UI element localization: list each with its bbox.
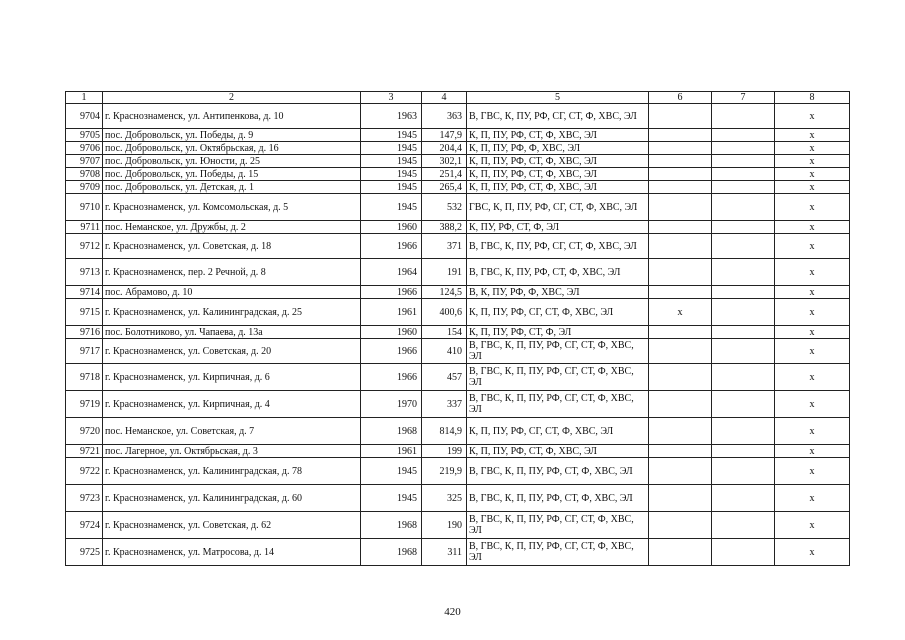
year-cell: 1968 — [361, 418, 422, 445]
col8-cell: x — [775, 364, 850, 391]
col7-cell — [712, 485, 775, 512]
col8-cell: x — [775, 104, 850, 129]
row-number: 9708 — [66, 168, 103, 181]
col6-cell — [649, 326, 712, 339]
row-number: 9713 — [66, 259, 103, 286]
row-number: 9707 — [66, 155, 103, 168]
row-number: 9712 — [66, 234, 103, 259]
col-header-4: 4 — [422, 92, 467, 104]
row-number: 9705 — [66, 129, 103, 142]
elements-cell: В, К, ПУ, РФ, Ф, ХВС, ЭЛ — [467, 286, 649, 299]
col6-cell — [649, 129, 712, 142]
year-cell: 1963 — [361, 104, 422, 129]
elements-cell: ГВС, К, П, ПУ, РФ, СГ, СТ, Ф, ХВС, ЭЛ — [467, 194, 649, 221]
year-cell: 1966 — [361, 234, 422, 259]
area-cell: 388,2 — [422, 221, 467, 234]
col8-cell: x — [775, 286, 850, 299]
address-cell: пос. Абрамово, д. 10 — [103, 286, 361, 299]
year-cell: 1966 — [361, 364, 422, 391]
year-cell: 1964 — [361, 259, 422, 286]
row-number: 9715 — [66, 299, 103, 326]
address-cell: г. Краснознаменск, ул. Калининградская, д. 60 — [103, 485, 361, 512]
row-number: 9714 — [66, 286, 103, 299]
area-cell: 457 — [422, 364, 467, 391]
table-row — [66, 259, 850, 286]
year-cell: 1961 — [361, 299, 422, 326]
address-cell: г. Краснознаменск, ул. Матросова, д. 14 — [103, 539, 361, 566]
address-cell: г. Краснознаменск, ул. Советская, д. 62 — [103, 512, 361, 539]
col7-cell — [712, 259, 775, 286]
table-row — [66, 364, 850, 391]
registry-table — [65, 91, 850, 566]
address-cell: пос. Болотниково, ул. Чапаева, д. 13а — [103, 326, 361, 339]
col6-cell — [649, 418, 712, 445]
col7-cell — [712, 234, 775, 259]
table-row — [66, 445, 850, 458]
col7-cell — [712, 339, 775, 364]
table-row — [66, 512, 850, 539]
row-number: 9721 — [66, 445, 103, 458]
year-cell: 1970 — [361, 391, 422, 418]
col-header-6: 6 — [649, 92, 712, 104]
col7-cell — [712, 512, 775, 539]
col6-cell — [649, 391, 712, 418]
col8-cell: x — [775, 445, 850, 458]
elements-cell: В, ГВС, К, П, ПУ, РФ, СТ, Ф, ХВС, ЭЛ — [467, 458, 649, 485]
row-number: 9711 — [66, 221, 103, 234]
row-number: 9709 — [66, 181, 103, 194]
elements-cell: В, ГВС, К, П, ПУ, РФ, СГ, СТ, Ф, ХВС, ЭЛ — [467, 512, 649, 539]
address-cell: г. Краснознаменск, ул. Кирпичная, д. 4 — [103, 391, 361, 418]
table-row — [66, 181, 850, 194]
col7-cell — [712, 129, 775, 142]
area-cell: 251,4 — [422, 168, 467, 181]
table-row — [66, 539, 850, 566]
col7-cell — [712, 104, 775, 129]
year-cell: 1945 — [361, 485, 422, 512]
col7-cell — [712, 142, 775, 155]
col7-cell — [712, 299, 775, 326]
address-cell: г. Краснознаменск, ул. Калининградская, д. 78 — [103, 458, 361, 485]
col6-cell — [649, 485, 712, 512]
address-cell: пос. Неманское, ул. Дружбы, д. 2 — [103, 221, 361, 234]
row-number: 9716 — [66, 326, 103, 339]
table-row — [66, 168, 850, 181]
table-row — [66, 299, 850, 326]
col-header-1: 1 — [66, 92, 103, 104]
elements-cell: В, ГВС, К, ПУ, РФ, СГ, СТ, Ф, ХВС, ЭЛ — [467, 234, 649, 259]
col7-cell — [712, 391, 775, 418]
elements-cell: К, ПУ, РФ, СТ, Ф, ЭЛ — [467, 221, 649, 234]
col6-cell — [649, 181, 712, 194]
col8-cell: x — [775, 299, 850, 326]
col6-cell: x — [649, 299, 712, 326]
table-row — [66, 485, 850, 512]
col7-cell — [712, 286, 775, 299]
col8-cell: x — [775, 221, 850, 234]
elements-cell: В, ГВС, К, П, ПУ, РФ, СГ, СТ, Ф, ХВС, ЭЛ — [467, 339, 649, 364]
table-row — [66, 142, 850, 155]
area-cell: 814,9 — [422, 418, 467, 445]
address-cell: пос. Добровольск, ул. Детская, д. 1 — [103, 181, 361, 194]
table-row — [66, 458, 850, 485]
elements-cell: К, П, ПУ, РФ, Ф, ХВС, ЭЛ — [467, 142, 649, 155]
col8-cell: x — [775, 326, 850, 339]
table-row — [66, 234, 850, 259]
year-cell: 1968 — [361, 539, 422, 566]
col8-cell: x — [775, 129, 850, 142]
area-cell: 337 — [422, 391, 467, 418]
address-cell: г. Краснознаменск, ул. Комсомольская, д. 5 — [103, 194, 361, 221]
col7-cell — [712, 155, 775, 168]
year-cell: 1945 — [361, 168, 422, 181]
col-header-5: 5 — [467, 92, 649, 104]
col8-cell: x — [775, 194, 850, 221]
year-cell: 1960 — [361, 326, 422, 339]
col7-cell — [712, 458, 775, 485]
col6-cell — [649, 364, 712, 391]
header-row — [66, 92, 850, 104]
row-number: 9706 — [66, 142, 103, 155]
area-cell: 204,4 — [422, 142, 467, 155]
area-cell: 371 — [422, 234, 467, 259]
col8-cell: x — [775, 234, 850, 259]
year-cell: 1945 — [361, 155, 422, 168]
elements-cell: К, П, ПУ, РФ, СГ, СТ, Ф, ХВС, ЭЛ — [467, 299, 649, 326]
area-cell: 311 — [422, 539, 467, 566]
year-cell: 1945 — [361, 129, 422, 142]
col6-cell — [649, 286, 712, 299]
col7-cell — [712, 181, 775, 194]
col6-cell — [649, 259, 712, 286]
year-cell: 1945 — [361, 142, 422, 155]
elements-cell: К, П, ПУ, РФ, СТ, Ф, ХВС, ЭЛ — [467, 155, 649, 168]
col-header-3: 3 — [361, 92, 422, 104]
table-row — [66, 339, 850, 364]
col8-cell: x — [775, 142, 850, 155]
elements-cell: К, П, ПУ, РФ, СТ, Ф, ХВС, ЭЛ — [467, 181, 649, 194]
row-number: 9723 — [66, 485, 103, 512]
row-number: 9722 — [66, 458, 103, 485]
area-cell: 265,4 — [422, 181, 467, 194]
table-row — [66, 326, 850, 339]
elements-cell: К, П, ПУ, РФ, СТ, Ф, ЭЛ — [467, 326, 649, 339]
col7-cell — [712, 539, 775, 566]
col7-cell — [712, 418, 775, 445]
col6-cell — [649, 339, 712, 364]
col8-cell: x — [775, 418, 850, 445]
elements-cell: В, ГВС, К, ПУ, РФ, СГ, СТ, Ф, ХВС, ЭЛ — [467, 104, 649, 129]
col8-cell: x — [775, 155, 850, 168]
col8-cell: x — [775, 181, 850, 194]
table-row — [66, 129, 850, 142]
row-number: 9718 — [66, 364, 103, 391]
address-cell: г. Краснознаменск, ул. Кирпичная, д. 6 — [103, 364, 361, 391]
area-cell: 400,6 — [422, 299, 467, 326]
row-number: 9720 — [66, 418, 103, 445]
elements-cell: В, ГВС, К, П, ПУ, РФ, СГ, СТ, Ф, ХВС, ЭЛ — [467, 391, 649, 418]
row-number: 9704 — [66, 104, 103, 129]
table-row — [66, 104, 850, 129]
address-cell: г. Краснознаменск, ул. Калининградская, д. 25 — [103, 299, 361, 326]
area-cell: 154 — [422, 326, 467, 339]
col8-cell: x — [775, 539, 850, 566]
col6-cell — [649, 458, 712, 485]
col8-cell: x — [775, 458, 850, 485]
year-cell: 1945 — [361, 458, 422, 485]
year-cell: 1968 — [361, 512, 422, 539]
year-cell: 1961 — [361, 445, 422, 458]
area-cell: 199 — [422, 445, 467, 458]
col8-cell: x — [775, 259, 850, 286]
table-row — [66, 155, 850, 168]
page-number: 420 — [444, 606, 461, 618]
col7-cell — [712, 221, 775, 234]
area-cell: 363 — [422, 104, 467, 129]
col6-cell — [649, 221, 712, 234]
elements-cell: В, ГВС, К, П, ПУ, РФ, СТ, Ф, ХВС, ЭЛ — [467, 485, 649, 512]
area-cell: 532 — [422, 194, 467, 221]
area-cell: 124,5 — [422, 286, 467, 299]
col6-cell — [649, 194, 712, 221]
row-number: 9710 — [66, 194, 103, 221]
col7-cell — [712, 168, 775, 181]
address-cell: г. Краснознаменск, ул. Антипенкова, д. 10 — [103, 104, 361, 129]
elements-cell: К, П, ПУ, РФ, СТ, Ф, ХВС, ЭЛ — [467, 129, 649, 142]
address-cell: г. Краснознаменск, ул. Советская, д. 20 — [103, 339, 361, 364]
row-number: 9719 — [66, 391, 103, 418]
table-row — [66, 194, 850, 221]
col6-cell — [649, 539, 712, 566]
col-header-7: 7 — [712, 92, 775, 104]
col6-cell — [649, 234, 712, 259]
col6-cell — [649, 512, 712, 539]
col6-cell — [649, 445, 712, 458]
area-cell: 410 — [422, 339, 467, 364]
area-cell: 219,9 — [422, 458, 467, 485]
year-cell: 1966 — [361, 339, 422, 364]
col6-cell — [649, 155, 712, 168]
area-cell: 302,1 — [422, 155, 467, 168]
col8-cell: x — [775, 485, 850, 512]
col7-cell — [712, 364, 775, 391]
elements-cell: К, П, ПУ, РФ, СТ, Ф, ХВС, ЭЛ — [467, 445, 649, 458]
year-cell: 1945 — [361, 194, 422, 221]
col-header-8: 8 — [775, 92, 850, 104]
col7-cell — [712, 194, 775, 221]
elements-cell: К, П, ПУ, РФ, СТ, Ф, ХВС, ЭЛ — [467, 168, 649, 181]
elements-cell: В, ГВС, К, ПУ, РФ, СТ, Ф, ХВС, ЭЛ — [467, 259, 649, 286]
elements-cell: К, П, ПУ, РФ, СГ, СТ, Ф, ХВС, ЭЛ — [467, 418, 649, 445]
area-cell: 191 — [422, 259, 467, 286]
col7-cell — [712, 326, 775, 339]
col8-cell: x — [775, 168, 850, 181]
table-row — [66, 391, 850, 418]
col6-cell — [649, 142, 712, 155]
table-row — [66, 286, 850, 299]
year-cell: 1960 — [361, 221, 422, 234]
elements-cell: В, ГВС, К, П, ПУ, РФ, СГ, СТ, Ф, ХВС, ЭЛ — [467, 539, 649, 566]
address-cell: пос. Добровольск, ул. Юности, д. 25 — [103, 155, 361, 168]
area-cell: 325 — [422, 485, 467, 512]
address-cell: пос. Добровольск, ул. Победы, д. 9 — [103, 129, 361, 142]
year-cell: 1945 — [361, 181, 422, 194]
address-cell: г. Краснознаменск, пер. 2 Речной, д. 8 — [103, 259, 361, 286]
address-cell: пос. Добровольск, ул. Октябрьская, д. 16 — [103, 142, 361, 155]
col8-cell: x — [775, 512, 850, 539]
col8-cell: x — [775, 339, 850, 364]
col6-cell — [649, 104, 712, 129]
address-cell: пос. Неманское, ул. Советская, д. 7 — [103, 418, 361, 445]
table-row — [66, 221, 850, 234]
year-cell: 1966 — [361, 286, 422, 299]
elements-cell: В, ГВС, К, П, ПУ, РФ, СГ, СТ, Ф, ХВС, ЭЛ — [467, 364, 649, 391]
col-header-2: 2 — [103, 92, 361, 104]
table-row — [66, 418, 850, 445]
col8-cell: x — [775, 391, 850, 418]
row-number: 9724 — [66, 512, 103, 539]
col6-cell — [649, 168, 712, 181]
row-number: 9725 — [66, 539, 103, 566]
area-cell: 147,9 — [422, 129, 467, 142]
area-cell: 190 — [422, 512, 467, 539]
address-cell: пос. Добровольск, ул. Победы, д. 15 — [103, 168, 361, 181]
address-cell: г. Краснознаменск, ул. Советская, д. 18 — [103, 234, 361, 259]
row-number: 9717 — [66, 339, 103, 364]
address-cell: пос. Лагерное, ул. Октябрьская, д. 3 — [103, 445, 361, 458]
col7-cell — [712, 445, 775, 458]
